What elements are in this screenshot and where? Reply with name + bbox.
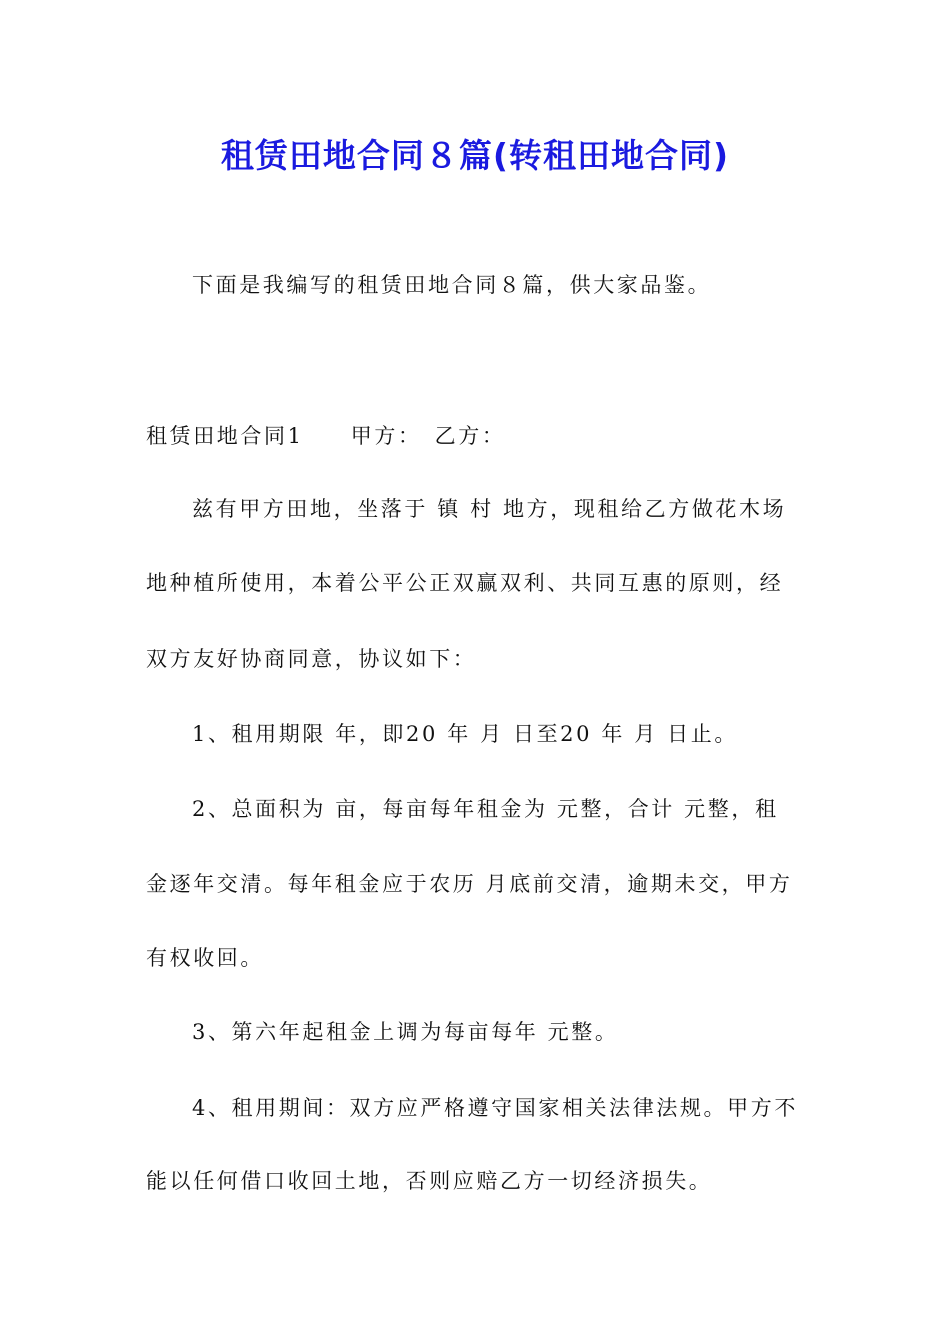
clause-1: 1、租用期限 年，即20 年 月 日至20 年 月 日止。 <box>192 722 738 746</box>
document-title: 租赁田地合同８篇(转租田地合同) <box>220 136 730 175</box>
contract-heading: 租赁田地合同1 甲方： 乙方： <box>146 424 506 448</box>
paragraph-line: 兹有甲方田地，坐落于 镇 村 地方，现租给乙方做花木场 <box>192 497 787 521</box>
clause-2-line: 2、总面积为 亩，每亩每年租金为 元整，合计 元整，租 <box>192 797 779 821</box>
clause-2-line: 有权收回。 <box>146 946 264 970</box>
clause-3: 3、第六年起租金上调为每亩每年 元整。 <box>192 1020 619 1044</box>
clause-2-line: 金逐年交清。每年租金应于农历 月底前交清，逾期未交，甲方 <box>146 872 793 896</box>
paragraph-line: 地种植所使用，本着公平公正双赢双利、共同互惠的原则，经 <box>146 571 784 595</box>
intro-text: 下面是我编写的租赁田地合同８篇，供大家品鉴。 <box>192 273 712 297</box>
paragraph-line: 双方友好协商同意，协议如下： <box>146 647 477 671</box>
clause-4-line: 4、租用期间：双方应严格遵守国家相关法律法规。甲方不 <box>192 1096 798 1120</box>
clause-4-line: 能以任何借口收回土地，否则应赔乙方一切经济损失。 <box>146 1169 713 1193</box>
